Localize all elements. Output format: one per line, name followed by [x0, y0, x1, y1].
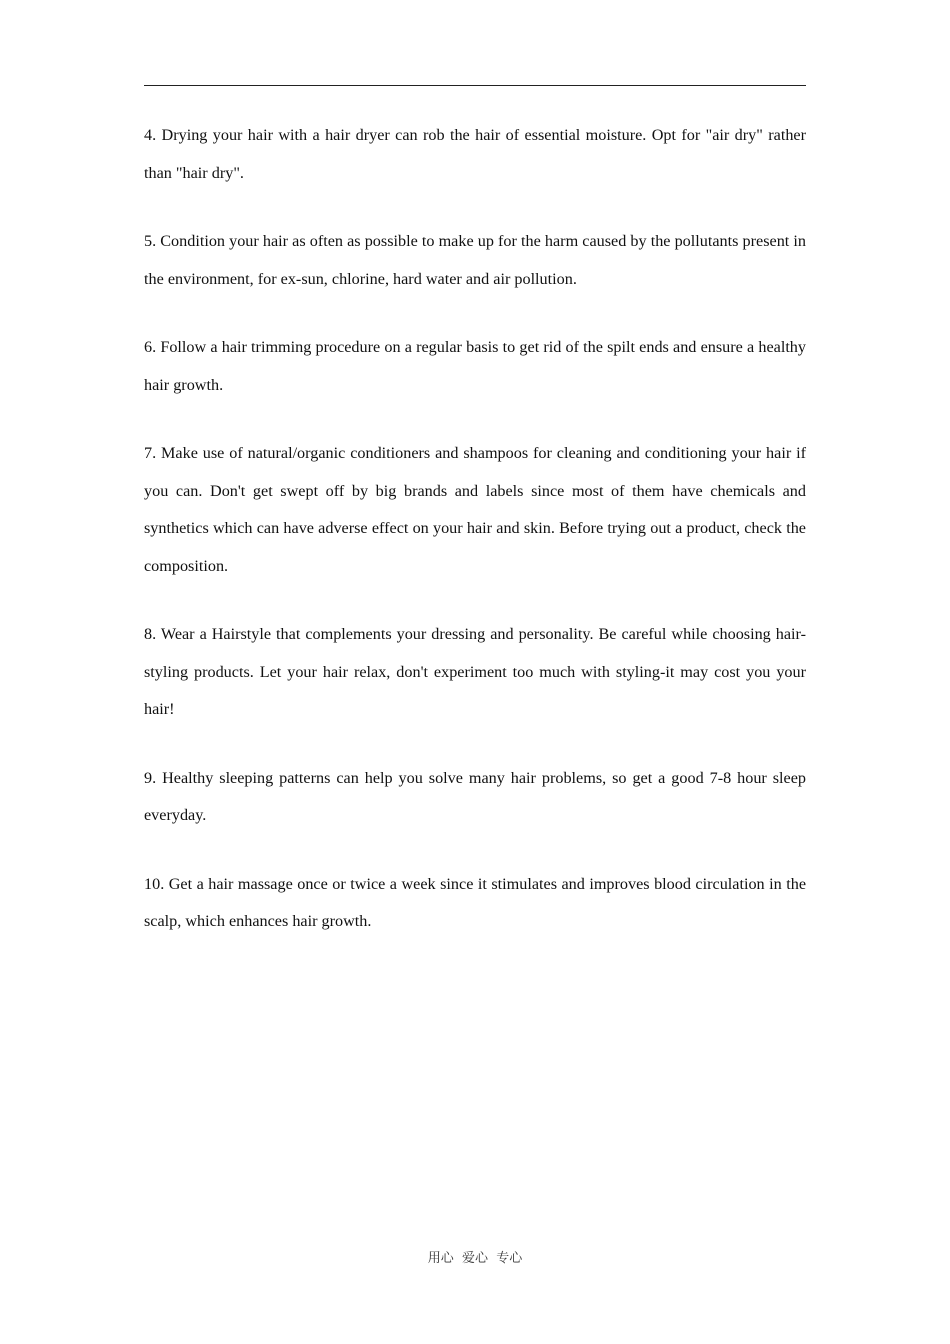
page-footer: 用心 爱心 专心	[427, 1251, 523, 1266]
header-rule	[144, 85, 806, 86]
tip-paragraph-8: 8. Wear a Hairstyle that complements your dressing and personality. Be careful while choosing hair-styling products. Let your hair relax, don't experiment too much with styling-it may cost you your hair!	[144, 625, 806, 718]
tip-paragraph-6: 6. Follow a hair trimming procedure on a regular basis to get rid of the spilt ends and ensure a healthy hair growth.	[144, 338, 806, 394]
document-body	[144, 117, 806, 972]
tip-paragraph-5: 5. Condition your hair as often as possible to make up for the harm caused by the pollutants present in the environment, for ex-sun, chlorine, hard water and air pollution.	[144, 232, 806, 288]
tip-paragraph-10: 10. Get a hair massage once or twice a week since it stimulates and improves blood circulation in the scalp, which enhances hair growth.	[144, 874, 806, 930]
tip-paragraph-4: 4. Drying your hair with a hair dryer can rob the hair of essential moisture. Opt for "air dry" rather than "hair dry".	[144, 126, 806, 182]
tip-paragraph-9: 9. Healthy sleeping patterns can help you solve many hair problems, so get a good 7-8 hour sleep everyday.	[144, 768, 806, 824]
tip-paragraph-7: 7. Make use of natural/organic conditioners and shampoos for cleaning and conditioning your hair if you can. Don't get swept off by big brands and labels since most of them have chemicals and synthetics which can have adverse effect on your hair and skin. Before trying out a product, check the composition.	[144, 444, 806, 575]
